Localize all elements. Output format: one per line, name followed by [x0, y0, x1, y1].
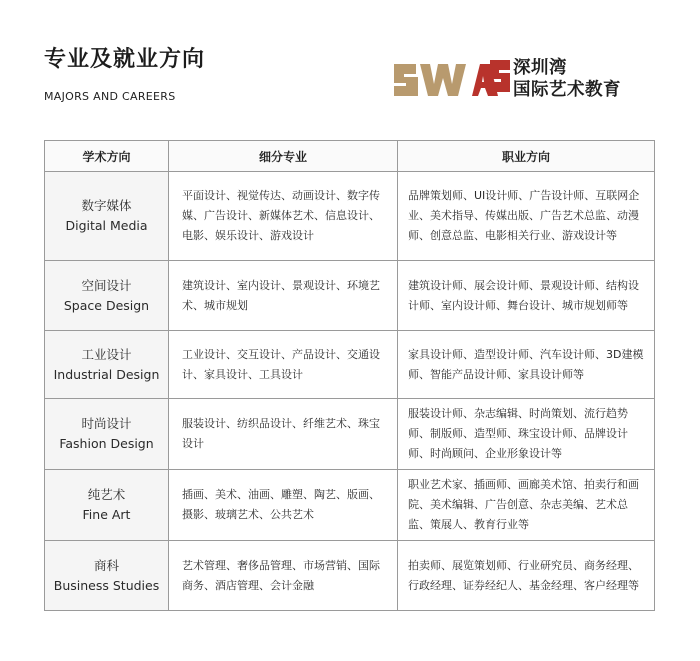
majors-cell: 艺术管理、奢侈品管理、市场营销、国际商务、酒店管理、会计金融 [169, 541, 398, 611]
careers-cell: 服装设计师、杂志编辑、时尚策划、流行趋势师、制版师、造型师、珠宝设计师、品牌设计师、时尚顾问、企业形象设计等 [398, 399, 655, 470]
table-header-row [45, 141, 655, 172]
majors-cell: 插画、美术、油画、雕塑、陶艺、版画、摄影、玻璃艺术、公共艺术 [169, 470, 398, 541]
majors-careers-table [44, 140, 655, 611]
field-cell [45, 541, 169, 611]
field-cell [45, 331, 169, 399]
field-name-zh: 商科 [93, 557, 119, 573]
field-cell [45, 261, 169, 331]
page-title: 专业及就业方向 [44, 47, 206, 72]
majors-cell: 服装设计、纺织品设计、纤维艺术、珠宝设计 [169, 399, 398, 470]
field-name-zh: 纯艺术 [87, 487, 126, 502]
header-academic-field: 学术方向 [45, 141, 169, 172]
logo-letter-w [420, 64, 466, 96]
field-name-zh: 时尚设计 [81, 416, 132, 431]
table-row [45, 261, 655, 331]
logo-letter-s1 [394, 64, 418, 96]
page-header [0, 0, 700, 120]
careers-cell: 拍卖师、展览策划师、行业研究员、商务经理、行政经理、证券经纪人、基金经理、客户经理等 [398, 541, 655, 611]
field-cell [45, 470, 169, 541]
field-cell [45, 399, 169, 470]
field-name-zh: 工业设计 [81, 346, 132, 362]
field-name-en: Space Design [63, 297, 150, 313]
careers-cell: 家具设计师、造型设计师、汽车设计师、3D建模师、智能产品设计师、家具设计师等 [398, 331, 655, 399]
field-name-en: Fashion Design [59, 436, 154, 451]
logo-text [513, 57, 621, 101]
logo-text-line1: 深圳湾 [513, 58, 567, 78]
majors-cell: 平面设计、视觉传达、动画设计、数字传媒、广告设计、新媒体艺术、信息设计、电影、娱乐设计、游戏设计 [169, 172, 398, 261]
page-subtitle: MAJORS AND CAREERS [44, 90, 176, 103]
logo-letter-s-last [490, 60, 512, 98]
field-name-en: Business Studies [53, 577, 160, 593]
logo-text-line2: 国际艺术教育 [513, 80, 621, 100]
table-row [45, 541, 655, 611]
header-careers: 职业方向 [398, 141, 655, 172]
field-name-zh: 空间设计 [81, 277, 132, 293]
header-majors: 细分专业 [169, 141, 398, 172]
careers-cell: 职业艺术家、插画师、画廊美术馆、拍卖行和画院、美术编辑、广告创意、杂志美编、艺术总监、策展人、教育行业等 [398, 470, 655, 541]
majors-cell: 工业设计、交互设计、产品设计、交通设计、家具设计、工具设计 [169, 331, 398, 399]
table-row [45, 470, 655, 541]
field-name-en: Fine Art [82, 507, 131, 522]
table-row [45, 331, 655, 399]
field-name-en: Digital Media [65, 218, 148, 233]
table-row [45, 172, 655, 261]
careers-cell: 品牌策划师、UI设计师、广告设计师、互联网企业、美术指导、传媒出版、广告艺术总监、动漫师、创意总监、电影相关行业、游戏设计等 [398, 172, 655, 261]
field-name-zh: 数字媒体 [81, 198, 132, 213]
swas-logo [392, 55, 662, 103]
table-row [45, 399, 655, 470]
field-name-en: Industrial Design [53, 366, 160, 382]
careers-cell: 建筑设计师、展会设计师、景观设计师、结构设计师、室内设计师、舞台设计、城市规划师等 [398, 261, 655, 331]
majors-table-wrap [44, 140, 654, 611]
field-cell [45, 172, 169, 261]
majors-cell: 建筑设计、室内设计、景观设计、环境艺术、城市规划 [169, 261, 398, 331]
